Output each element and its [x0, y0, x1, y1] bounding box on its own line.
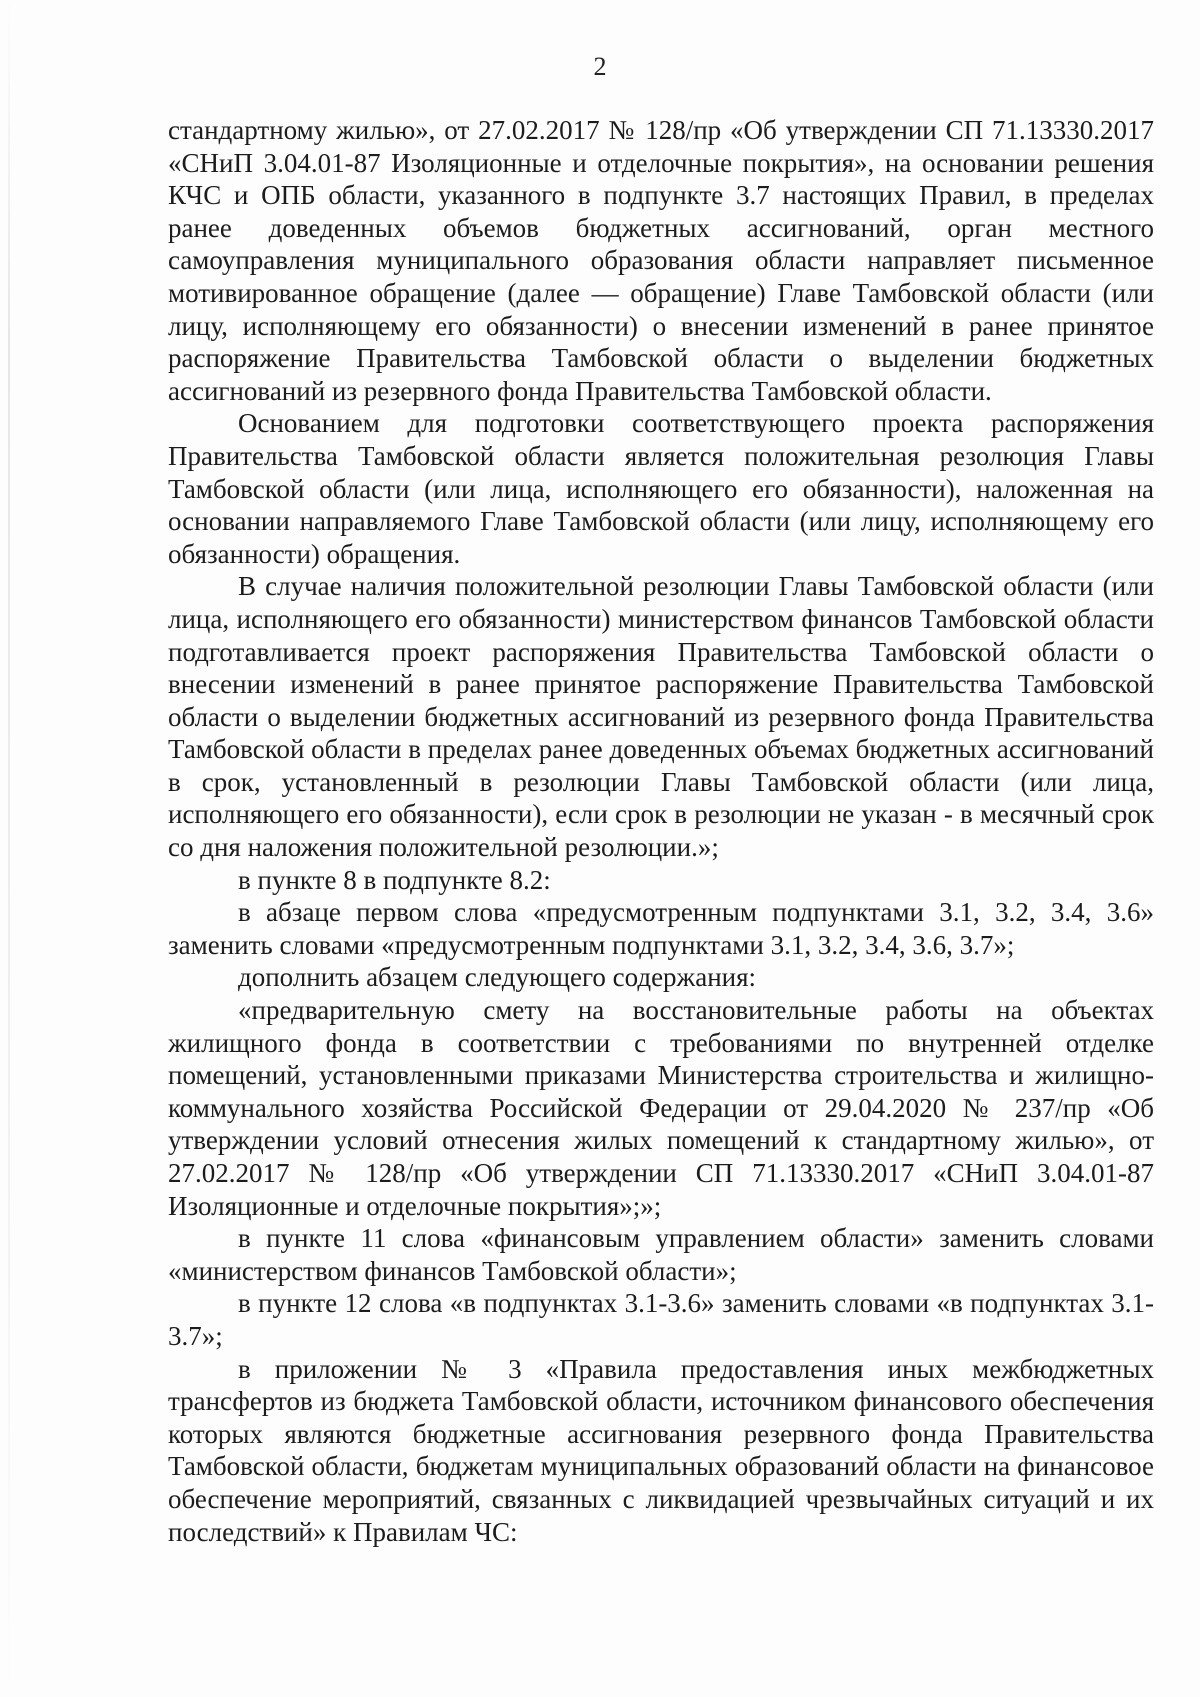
paragraph: в пункте 12 слова «в подпунктах 3.1-3.6» заменить словами «в подпунктах 3.1-3.7»; [168, 1288, 1154, 1351]
page-number: 2 [593, 52, 607, 81]
paragraph: в абзаце первом слова «предусмотренным подпунктами 3.1, 3.2, 3.4, 3.6» заменить словами «предусмотренным подпунктами 3.1, 3.2, 3.4, 3.6, 3.7»; [168, 897, 1154, 960]
paragraph: «предварительную смету на восстановительные работы на объектах жилищного фонда в соответствии с требованиями по внутренней отделке помещений, установленными приказами Министерства строительства и жилищно-коммунального хозяйства Российской Федерации от 29.04.2020 № 237/пр «Об утверждении условий отнесения жилых помещений к стандартному жилью», от 27.02.2017 № 128/пр «Об утверждении СП 71.13330.2017 «СНиП 3.04.01-87 Изоляционные и отделочные покрытия»;»; [168, 995, 1154, 1221]
paragraph: дополнить абзацем следующего содержания: [238, 962, 757, 993]
paragraph: в приложении № 3 «Правила предоставления иных межбюджетных трансфертов из бюджета Тамбовской области, источником финансового обеспечения которых являются бюджетные ассигнования резервного фонда Правительства Тамбовской области, бюджетам муниципальных образований области на финансовое обеспечение мероприятий, связанных с ликвидацией чрезвычайных ситуаций и их последствий» к Правилам ЧС: [168, 1353, 1154, 1547]
paragraph: в пункте 11 слова «финансовым управлением области» заменить словами «министерством финансов Тамбовской области»; [168, 1223, 1154, 1286]
paragraph: в пункте 8 в подпункте 8.2: [238, 864, 551, 895]
paragraph: Основанием для подготовки соответствующего проекта распоряжения Правительства Тамбовской области является положительная резолюция Главы Тамбовской области (или лица, исполняющего его обязанности), наложенная на основании направляемого Главе Тамбовской области (или лицу, исполняющему его обязанности) обращения. [168, 408, 1154, 569]
document-body [168, 114, 1154, 1548]
scan-edge-shadow [8, 0, 10, 1697]
paragraph: стандартному жилью», от 27.02.2017 № 128/пр «Об утверждении СП 71.13330.2017 «СНиП 3.04.01-87 Изоляционные и отделочные покрытия», на основании решения КЧС и ОПБ области, указанного в подпункте 3.7 настоящих Правил, в пределах ранее доведенных объемов бюджетных ассигнований, орган местного самоуправления муниципального образования области направляет письменное мотивированное обращение (далее — обращение) Главе Тамбовской области (или лицу, исполняющему его обязанности) о внесении изменений в ранее принятое распоряжение Правительства Тамбовской области о выделении бюджетных ассигнований из резервного фонда Правительства Тамбовской области. [168, 115, 1154, 406]
paragraph: В случае наличия положительной резолюции Главы Тамбовской области (или лица, исполняющего его обязанности) министерством финансов Тамбовской области подготавливается проект распоряжения Правительства Тамбовской области о внесении изменений в ранее принятое распоряжение Правительства Тамбовской области о выделении бюджетных ассигнований из резервного фонда Правительства Тамбовской области в пределах ранее доведенных объемах бюджетных ассигнований в срок, установленный в резолюции Главы Тамбовской области (или лица, исполняющего его обязанности), если срок в резолюции не указан - в месячный срок со дня наложения положительной резолюции.»; [168, 571, 1154, 863]
